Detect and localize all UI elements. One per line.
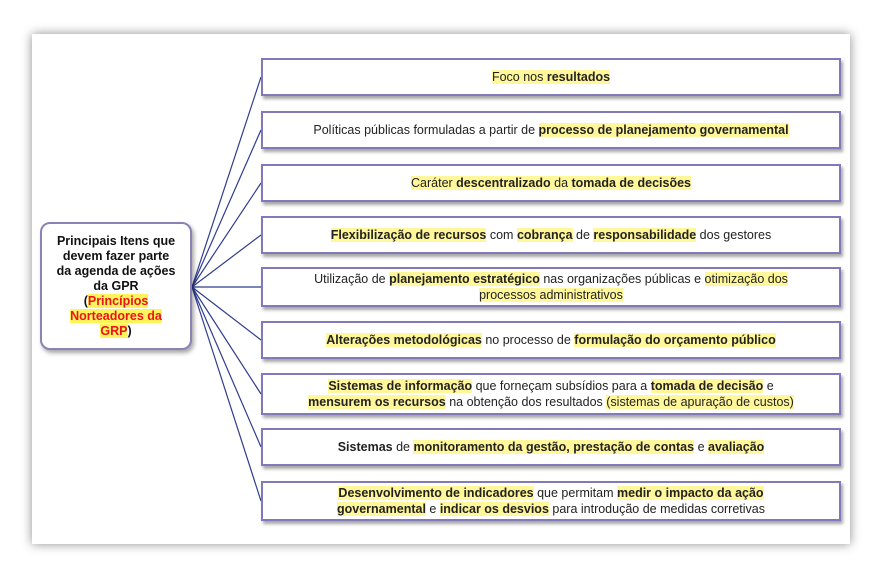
text-segment: avaliação [708,440,765,454]
principle-line [492,69,610,85]
principle-line [308,394,794,410]
principle-item [261,481,841,521]
text-segment: monitoramento da gestão, prestação de contas [413,440,695,454]
principle-text [492,69,610,85]
text-segment: e [763,379,774,393]
text-segment: resultados [546,70,611,84]
text-segment: processos administrativos [479,288,623,302]
text-segment: responsabilidade [593,228,697,242]
text-segment: da [550,176,572,190]
principle-item [261,164,841,202]
root-red-line-1: (Princípios [83,293,149,308]
principle-item [261,267,841,307]
text-segment: formulação do orçamento público [574,333,776,347]
root-line: devem fazer parte [62,248,170,263]
principle-line [331,227,772,243]
connector-line [192,287,261,340]
principle-text [326,332,775,348]
principle-text [338,439,765,455]
text-segment: que permitam [533,486,617,500]
principle-text [337,485,765,517]
connector-line [192,287,261,394]
text-segment: que forneçam subsídios para a [472,379,651,393]
principle-text [313,122,788,138]
text-segment: com [486,228,517,242]
text-segment: de [392,440,414,454]
text-segment: de [572,228,594,242]
text-segment: cobrança [516,228,573,242]
text-segment: Flexibilização de recursos [330,228,487,242]
text-segment: otimização dos [704,272,788,286]
text-segment: Políticas públicas formuladas a partir de [313,123,539,137]
principle-line [314,287,788,303]
principle-item [261,428,841,466]
text-segment: nas organizações públicas e [539,272,705,286]
connector-line [192,287,261,501]
principle-item [261,373,841,415]
principle-line [338,439,765,455]
principle-text [308,378,794,410]
principle-text [331,227,772,243]
text-segment: governamental [337,502,426,516]
principle-item [261,111,841,149]
text-segment: e [425,502,440,516]
text-segment: Alterações metodológicas [326,333,482,347]
text-segment: planejamento estratégico [389,272,540,286]
text-segment: Desenvolvimento de indicadores [338,486,534,500]
principle-line [337,501,765,517]
text-segment: Sistemas de informação [328,379,473,393]
principle-line [337,485,765,501]
text-segment: medir o impacto da ação [617,486,764,500]
text-segment: Caráter [411,176,457,190]
text-segment: para introdução de medidas corretivas [548,502,765,516]
principle-item [261,216,841,254]
text-segment: no processo de [481,333,575,347]
root-line: da agenda de ações [56,263,176,278]
text-segment: Foco nos [491,70,547,84]
connector-line [192,130,261,287]
text-segment: descentralizado [456,176,551,190]
root-red-line-3: GRP) [100,323,132,338]
text-segment: tomada de decisão [650,379,764,393]
principle-text [411,175,691,191]
principle-item [261,321,841,359]
principle-text [314,271,788,303]
text-segment: tomada de decisões [571,176,691,190]
principle-item [261,58,841,96]
text-segment: mensurem os recursos [308,395,446,409]
text-segment: e [694,440,708,454]
connector-line [192,183,261,287]
root-line: Principais Itens que [56,233,176,248]
root-line: da GPR [93,278,139,293]
text-segment: na obtenção dos resultados [445,395,607,409]
principle-line [411,175,691,191]
text-segment: indicar os desvios [439,502,549,516]
text-segment: processo de planejamento governamental [538,123,789,137]
connector-line [192,287,261,447]
principle-line [326,332,775,348]
principle-line [314,271,788,287]
text-segment: dos gestores [696,228,772,242]
connector-line [192,77,261,287]
connector-line [192,235,261,287]
root-node [40,222,192,350]
root-red-line-2: Norteadores da [70,308,162,323]
text-segment: Sistemas [337,440,393,454]
principle-line [313,122,788,138]
principle-line [308,378,794,394]
text-segment: (sistemas de apuração de custos) [606,395,794,409]
text-segment: Utilização de [314,272,390,286]
